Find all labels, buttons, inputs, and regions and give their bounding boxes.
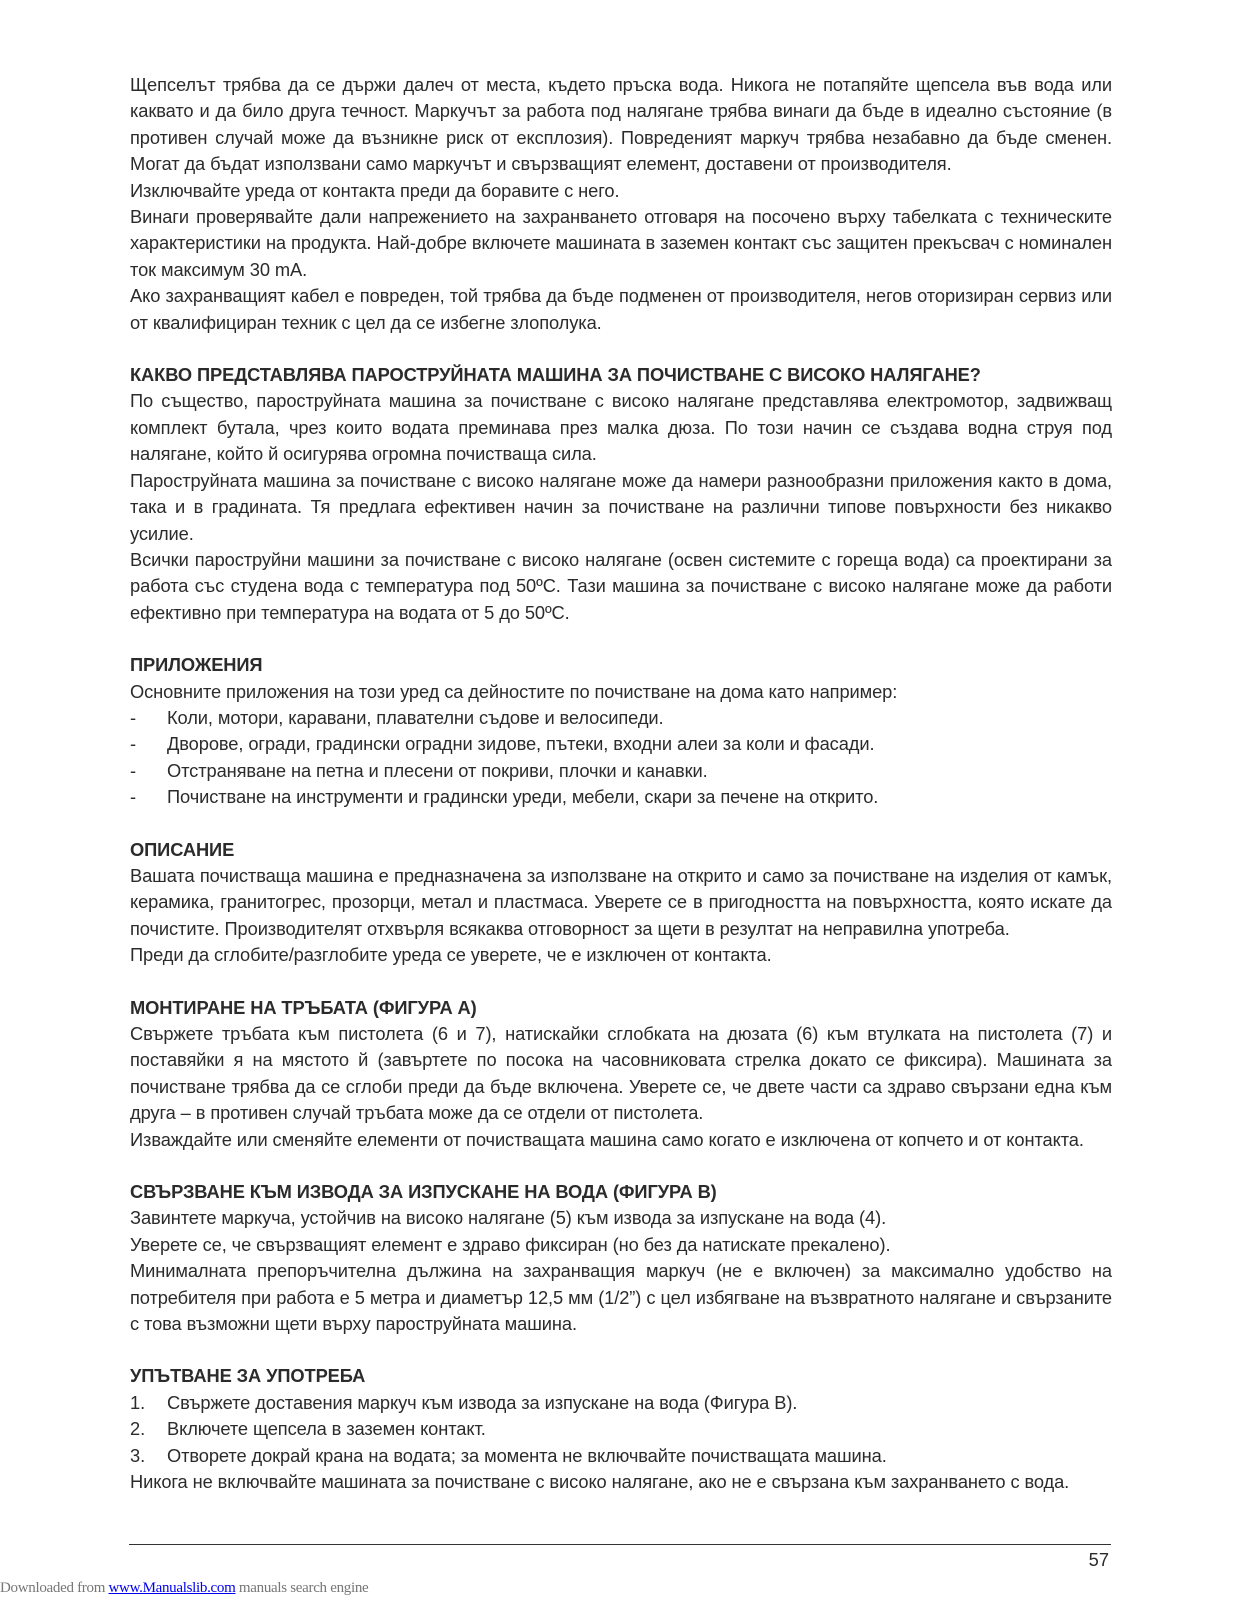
what-is-heading: КАКВО ПРЕДСТАВЛЯВА ПАРОСТРУЙНАТА МАШИНА ЗА ПОЧИСТВАНЕ С ВИСОКО НАЛЯГАНЕ? [130,364,981,386]
list-item [130,1416,1112,1442]
list-item-text: Коли, мотори, каравани, плавателни съдове и велосипеди. [167,706,664,728]
what-is-paragraph-1: По същество, пароструйната машина за почистване с високо налягане представлява електромотор, задвижващ комплект бутала, чрез които водата преминава през малка дюза. По този начин се създава водна струя под налягане, който й осигурява огромна почистваща сила. [130,390,1112,465]
intro-paragraph-3: Винаги проверявайте дали напрежението на захранването отговаря на посочено върху табелката с техническите характеристики на продукта. Най-добре включете машината в заземен контакт със защитен прекъсвач с номинален ток максимум 30 mA. [130,206,1112,280]
mounting-paragraph-2: Изваждайте или сменяйте елементи от почистващата машина само когато е изключена от копчето и от контакта. [130,1128,1084,1150]
page-number: 57 [1088,1549,1109,1570]
applications-heading: ПРИЛОЖЕНИЯ [130,654,263,676]
mounting-section [130,995,1112,1153]
step-text: Свържете доставения маркуч към извода за изпускане на вода (Фигура В). [167,1391,798,1413]
connection-section [130,1179,1112,1337]
what-is-paragraph-2: Пароструйната машина за почистване с високо налягане може да намери разнообразни приложения както в дома, така и в градината. Тя предлага ефективен начин за почистване на различни типове повърхности без никакво усилие. [130,469,1112,544]
description-paragraph-1: Вашата почистваща машина е предназначена за използване на открито и само за почистване на изделия от камък, керамика, гранитогрес, прозорци, метал и пластмаса. Уверете се в пригодността на повърхността, която искате да почистите. Производителят отхвърля всякаква отговорност за щети в резултат на неправилна употреба. [130,864,1112,939]
list-item-text: Дворове, огради, градински оградни зидове, пътеки, входни алеи за коли и фасади. [167,733,875,755]
mounting-paragraph-1: Свържете тръбата към пистолета (6 и 7), натискайки сглобката на дюзата (6) към втулката на пистолета (7) и поставяйки я на мястото й (завъртете по посока на часовниковата стрелка докато се фиксира). Машината за почистване трябва да се сглоби преди да бъде включена. Уверете се, че двете части са здраво свързани една към друга – в противен случай тръбата може да се отдели от пистолета. [130,1023,1112,1124]
usage-heading: УПЪТВАНЕ ЗА УПОТРЕБА [130,1365,366,1387]
list-item [130,731,1112,757]
list-item [130,705,1112,731]
description-paragraph-2: Преди да сглобите/разглобите уреда се уверете, че е изключен от контакта. [130,944,772,966]
download-attribution [0,1580,368,1597]
list-bullet: - [130,733,136,755]
intro-paragraph-1: Щепселът трябва да се държи далеч от места, където пръска вода. Никога не потапяйте щепсела във вода или каквато и да било друга течност. Маркучът за работа под налягане трябва винаги да бъде в идеално състояние (в противен случай може да възникне риск от експлозия). Повреденият маркуч трябва незабавно да бъде сменен. Могат да бъдат използвани само маркучът и свързващият елемент, доставени от производителя. [130,74,1112,175]
connection-heading: СВЪРЗВАНЕ КЪМ ИЗВОДА ЗА ИЗПУСКАНЕ НА ВОДА (ФИГУРА В) [130,1181,717,1203]
usage-note: Никога не включвайте машината за почистване с високо налягане, ако не е свързана към захранването с вода. [130,1471,1070,1493]
mounting-heading: МОНТИРАНЕ НА ТРЪБАТА (ФИГУРА А) [130,996,477,1018]
step-text: Отворете докрай крана на водата; за момента не включвайте почистващата машина. [167,1444,887,1466]
list-bullet: - [130,759,136,781]
list-bullet: - [130,706,136,728]
applications-intro: Основните приложения на този уред са дейностите по почистване на дома като например: [130,680,898,702]
list-item [130,784,1112,810]
intro-paragraph-2: Изключвайте уреда от контакта преди да боравите с него. [130,179,620,201]
what-is-section [130,362,1112,626]
list-item [130,758,1112,784]
description-section [130,837,1112,969]
description-heading: ОПИСАНИЕ [130,838,235,860]
step-number: 3. [130,1444,146,1466]
usage-steps-list [130,1390,1112,1469]
footer-divider [129,1544,1111,1545]
connection-paragraph-2: Уверете се, че свързващият елемент е здраво фиксиран (но без да натискате прекалено). [130,1233,891,1255]
list-bullet: - [130,786,136,808]
applications-section [130,652,1112,810]
connection-paragraph-3: Минималната препоръчителна дължина на захранващия маркуч (не е включен) за максимално удобство на потребителя при работа е 5 метра и диаметър 12,5 мм (1/2”) с цел избягване на възвратното налягане и свързаните с това възможни щети върху пароструйната машина. [130,1260,1112,1335]
page-content [130,72,1112,1496]
download-prefix: Downloaded from [0,1580,109,1596]
intro-paragraph-4: Ако захранващият кабел е повреден, той трябва да бъде подменен от производителя, негов оторизиран сервиз или от квалифициран техник с цел да се избегне злополука. [130,285,1112,333]
list-item [130,1443,1112,1469]
intro-section [130,72,1112,336]
list-item-text: Почистване на инструменти и градински уреди, мебели, скари за печене на открито. [167,786,879,808]
download-suffix: manuals search engine [235,1580,369,1596]
what-is-paragraph-3: Всички пароструйни машини за почистване с високо налягане (освен системите с гореща вода) са проектирани за работа със студена вода с температура под 50ºC. Тази машина за почистване с високо налягане може да работи ефективно при температура на водата от 5 до 50ºC. [130,548,1112,623]
step-number: 2. [130,1418,146,1440]
usage-section [130,1363,1112,1495]
step-text: Включете щепсела в заземен контакт. [167,1418,486,1440]
step-number: 1. [130,1391,146,1413]
list-item [130,1390,1112,1416]
connection-paragraph-1: Завинтете маркуча, устойчив на високо налягане (5) към извода за изпускане на вода (4). [130,1207,887,1229]
manualslib-link[interactable]: www.Manualslib.com [108,1580,236,1596]
list-item-text: Отстраняване на петна и плесени от покриви, плочки и канавки. [167,759,708,781]
applications-list [130,705,1112,811]
